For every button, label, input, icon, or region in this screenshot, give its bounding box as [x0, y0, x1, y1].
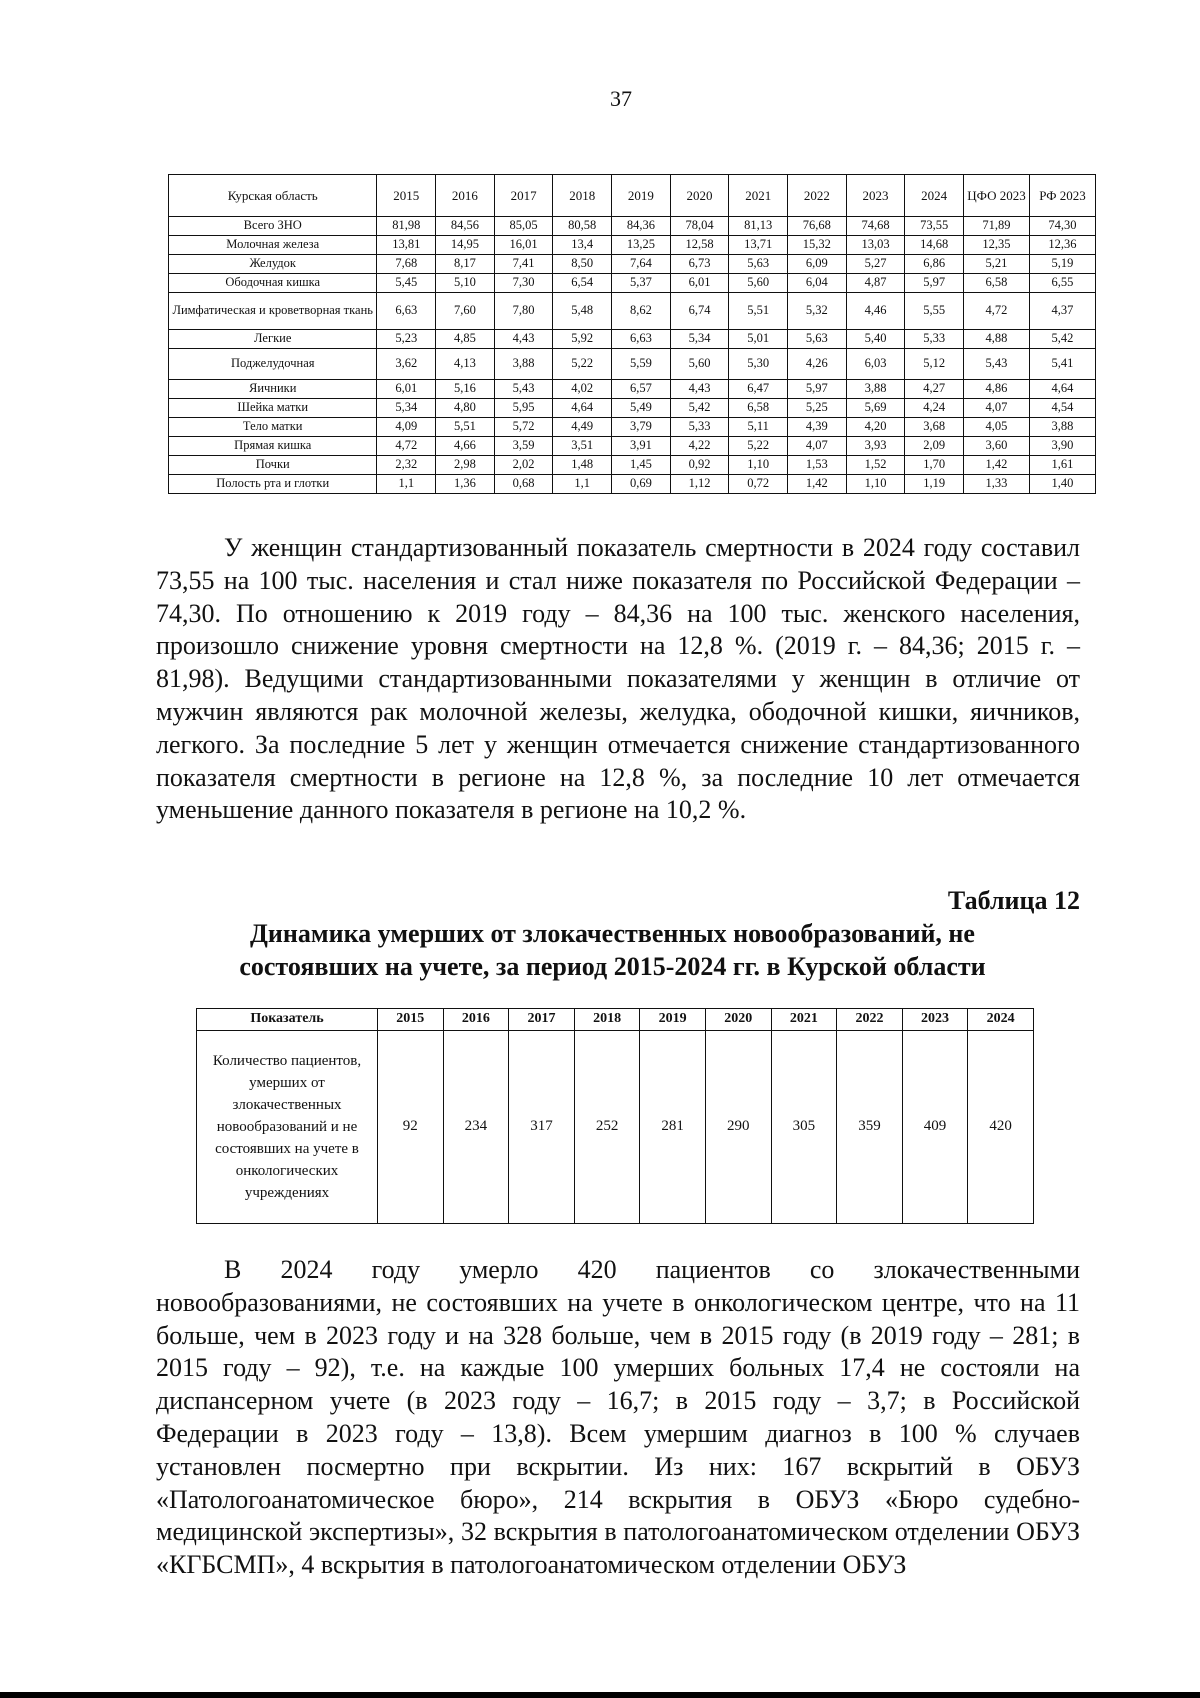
value-cell: 5,10 — [436, 274, 495, 293]
value-cell: 1,42 — [788, 475, 847, 494]
value-cell: 4,66 — [436, 437, 495, 456]
value-cell: 80,58 — [553, 217, 612, 236]
value-cell: 13,03 — [846, 236, 905, 255]
value-cell: 6,57 — [612, 380, 671, 399]
value-cell: 7,64 — [612, 255, 671, 274]
value-cell: 4,86 — [964, 380, 1030, 399]
unregistered-deaths-paragraph: В 2024 году умерло 420 пациентов со злокачественными новообразованиями, не состоявших на учете в онкологическом центре, что на 11 больше, чем в 2023 году и на 328 больше, чем в 2015 году (в 2019 году – 281; в 2015 году – 92), т.е. на каждые 100 умерших больных 17,4 не состояли на диспансерном учете (в 2023 году – 16,7; в 2015 году – 3,7; в Российской Федерации в 2023 году – 13,8). Всем умершим диагноз в 100 % случаев установлен посмертно при вскрытии. Из них: 167 вскрытий в ОБУЗ «Патологоанатомическое бюро», 214 вскрытия в ОБУЗ «Бюро судебно-медицинской экспертизы», 32 вскрытия в патологоанатомическом отделении ОБУЗ «КГБСМП», 4 вскрытия в патологоанатомическом отделении ОБУЗ — [156, 1255, 1080, 1580]
value-cell: 1,10 — [729, 456, 788, 475]
value-cell: 0,72 — [729, 475, 788, 494]
year-header-cell: 2017 — [509, 1009, 575, 1031]
year-header-cell: 2021 — [771, 1009, 837, 1031]
value-cell: 8,50 — [553, 255, 612, 274]
value-cell: 5,42 — [1029, 330, 1095, 349]
unregistered-deaths-table — [196, 1008, 1034, 1224]
value-cell: 5,63 — [788, 330, 847, 349]
value-cell: 5,25 — [788, 399, 847, 418]
value-cell: 7,41 — [494, 255, 553, 274]
value-cell: 5,40 — [846, 330, 905, 349]
value-cell: 5,34 — [377, 399, 436, 418]
value-cell: 1,48 — [553, 456, 612, 475]
year-header-cell: 2019 — [612, 175, 671, 217]
value-cell: 5,48 — [553, 293, 612, 330]
value-cell: 4,39 — [788, 418, 847, 437]
site-name-cell: Лимфатическая и кроветворная ткань — [169, 293, 377, 330]
value-cell: 2,32 — [377, 456, 436, 475]
value-cell: 4,88 — [964, 330, 1030, 349]
value-cell: 6,63 — [612, 330, 671, 349]
year-header-cell: 2020 — [670, 175, 729, 217]
value-cell: 5,41 — [1029, 349, 1095, 380]
value-cell: 5,37 — [612, 274, 671, 293]
site-name-cell: Поджелудочная — [169, 349, 377, 380]
value-cell: 4,64 — [1029, 380, 1095, 399]
value-cell: 12,35 — [964, 236, 1030, 255]
value-cell: 359 — [837, 1031, 903, 1224]
value-cell: 2,09 — [905, 437, 964, 456]
table-row — [169, 456, 1096, 475]
value-cell: 3,68 — [905, 418, 964, 437]
site-name-cell: Желудок — [169, 255, 377, 274]
value-cell: 1,70 — [905, 456, 964, 475]
value-cell: 4,64 — [553, 399, 612, 418]
value-cell: 8,62 — [612, 293, 671, 330]
site-name-cell: Тело матки — [169, 418, 377, 437]
value-cell: 12,58 — [670, 236, 729, 255]
value-cell: 4,05 — [964, 418, 1030, 437]
year-header-cell: 2021 — [729, 175, 788, 217]
value-cell: 1,33 — [964, 475, 1030, 494]
value-cell: 3,88 — [494, 349, 553, 380]
value-cell: 5,97 — [788, 380, 847, 399]
value-cell: 12,36 — [1029, 236, 1095, 255]
value-cell: 6,47 — [729, 380, 788, 399]
value-cell: 317 — [509, 1031, 575, 1224]
indicator-header-cell: Показатель — [197, 1009, 378, 1031]
value-cell: 0,69 — [612, 475, 671, 494]
site-name-cell: Молочная железа — [169, 236, 377, 255]
table-title-line: Динамика умерших от злокачественных новообразований, не — [250, 919, 975, 948]
value-cell: 81,98 — [377, 217, 436, 236]
value-cell: 4,13 — [436, 349, 495, 380]
value-cell: 5,12 — [905, 349, 964, 380]
value-cell: 5,43 — [494, 380, 553, 399]
value-cell: 1,1 — [377, 475, 436, 494]
value-cell: 1,36 — [436, 475, 495, 494]
value-cell: 3,62 — [377, 349, 436, 380]
year-header-cell: 2020 — [705, 1009, 771, 1031]
value-cell: 1,52 — [846, 456, 905, 475]
value-cell: 3,90 — [1029, 437, 1095, 456]
value-cell: 6,03 — [846, 349, 905, 380]
value-cell: 1,42 — [964, 456, 1030, 475]
value-cell: 74,68 — [846, 217, 905, 236]
value-cell: 305 — [771, 1031, 837, 1224]
value-cell: 5,33 — [670, 418, 729, 437]
year-header-cell: 2015 — [378, 1009, 444, 1031]
value-cell: 4,80 — [436, 399, 495, 418]
value-cell: 6,58 — [729, 399, 788, 418]
value-cell: 4,72 — [964, 293, 1030, 330]
value-cell: 4,54 — [1029, 399, 1095, 418]
site-name-cell: Всего ЗНО — [169, 217, 377, 236]
value-cell: 1,12 — [670, 475, 729, 494]
value-cell: 5,01 — [729, 330, 788, 349]
table-row — [169, 293, 1096, 330]
value-cell: 84,36 — [612, 217, 671, 236]
value-cell: 13,81 — [377, 236, 436, 255]
value-cell: 5,33 — [905, 330, 964, 349]
value-cell: 1,1 — [553, 475, 612, 494]
value-cell: 92 — [378, 1031, 444, 1224]
value-cell: 73,55 — [905, 217, 964, 236]
value-cell: 4,72 — [377, 437, 436, 456]
value-cell: 4,20 — [846, 418, 905, 437]
value-cell: 5,16 — [436, 380, 495, 399]
year-header-cell: ЦФО 2023 — [964, 175, 1030, 217]
value-cell: 281 — [640, 1031, 706, 1224]
table-row — [197, 1031, 1034, 1224]
table-header-row — [197, 1009, 1034, 1031]
year-header-cell: 2023 — [846, 175, 905, 217]
value-cell: 5,63 — [729, 255, 788, 274]
value-cell: 3,51 — [553, 437, 612, 456]
table-title — [150, 917, 1075, 983]
value-cell: 4,49 — [553, 418, 612, 437]
year-header-cell: 2016 — [436, 175, 495, 217]
value-cell: 5,55 — [905, 293, 964, 330]
value-cell: 14,68 — [905, 236, 964, 255]
year-header-cell: 2016 — [443, 1009, 509, 1031]
site-name-cell: Почки — [169, 456, 377, 475]
value-cell: 76,68 — [788, 217, 847, 236]
year-header-cell: 2024 — [968, 1009, 1034, 1031]
site-name-cell: Прямая кишка — [169, 437, 377, 456]
value-cell: 3,59 — [494, 437, 553, 456]
value-cell: 3,91 — [612, 437, 671, 456]
page-number: 37 — [610, 86, 632, 111]
table-row — [169, 255, 1096, 274]
value-cell: 5,30 — [729, 349, 788, 380]
value-cell: 4,85 — [436, 330, 495, 349]
year-header-cell: 2017 — [494, 175, 553, 217]
table-row — [169, 236, 1096, 255]
site-name-cell: Ободочная кишка — [169, 274, 377, 293]
scan-bottom-edge — [0, 1692, 1200, 1698]
value-cell: 5,34 — [670, 330, 729, 349]
value-cell: 6,86 — [905, 255, 964, 274]
mortality-by-site-table — [168, 174, 1096, 494]
site-name-cell: Полость рта и глотки — [169, 475, 377, 494]
value-cell: 5,32 — [788, 293, 847, 330]
value-cell: 5,22 — [553, 349, 612, 380]
value-cell: 4,07 — [964, 399, 1030, 418]
value-cell: 5,21 — [964, 255, 1030, 274]
year-header-cell: 2024 — [905, 175, 964, 217]
value-cell: 1,19 — [905, 475, 964, 494]
value-cell: 4,43 — [670, 380, 729, 399]
value-cell: 4,22 — [670, 437, 729, 456]
value-cell: 6,01 — [377, 380, 436, 399]
value-cell: 5,22 — [729, 437, 788, 456]
value-cell: 5,69 — [846, 399, 905, 418]
value-cell: 5,97 — [905, 274, 964, 293]
value-cell: 5,49 — [612, 399, 671, 418]
value-cell: 85,05 — [494, 217, 553, 236]
table-title-line: состоявших на учете, за период 2015-2024 гг. в Курской области — [239, 952, 986, 981]
year-header-cell: 2018 — [574, 1009, 640, 1031]
value-cell: 81,13 — [729, 217, 788, 236]
value-cell: 1,10 — [846, 475, 905, 494]
value-cell: 4,43 — [494, 330, 553, 349]
value-cell: 78,04 — [670, 217, 729, 236]
value-cell: 4,02 — [553, 380, 612, 399]
value-cell: 3,60 — [964, 437, 1030, 456]
value-cell: 1,61 — [1029, 456, 1095, 475]
value-cell: 84,56 — [436, 217, 495, 236]
value-cell: 13,25 — [612, 236, 671, 255]
value-cell: 290 — [705, 1031, 771, 1224]
value-cell: 4,87 — [846, 274, 905, 293]
table-row — [169, 380, 1096, 399]
value-cell: 5,51 — [436, 418, 495, 437]
site-name-cell: Легкие — [169, 330, 377, 349]
value-cell: 7,80 — [494, 293, 553, 330]
table-row — [169, 399, 1096, 418]
value-cell: 234 — [443, 1031, 509, 1224]
table-header-row — [169, 175, 1096, 217]
value-cell: 15,32 — [788, 236, 847, 255]
value-cell: 5,42 — [670, 399, 729, 418]
table-row — [169, 330, 1096, 349]
value-cell: 1,45 — [612, 456, 671, 475]
value-cell: 6,04 — [788, 274, 847, 293]
value-cell: 6,63 — [377, 293, 436, 330]
value-cell: 5,95 — [494, 399, 553, 418]
table-row — [169, 437, 1096, 456]
year-header-cell: 2015 — [377, 175, 436, 217]
value-cell: 1,40 — [1029, 475, 1095, 494]
value-cell: 8,17 — [436, 255, 495, 274]
table-row — [169, 475, 1096, 494]
value-cell: 1,53 — [788, 456, 847, 475]
value-cell: 409 — [902, 1031, 968, 1224]
value-cell: 0,92 — [670, 456, 729, 475]
value-cell: 4,24 — [905, 399, 964, 418]
value-cell: 4,37 — [1029, 293, 1095, 330]
table-row — [169, 217, 1096, 236]
value-cell: 5,60 — [670, 349, 729, 380]
value-cell: 4,09 — [377, 418, 436, 437]
value-cell: 5,92 — [553, 330, 612, 349]
value-cell: 4,26 — [788, 349, 847, 380]
value-cell: 5,72 — [494, 418, 553, 437]
table-number-label: Таблица 12 — [947, 886, 1080, 915]
value-cell: 2,02 — [494, 456, 553, 475]
year-header-cell: 2019 — [640, 1009, 706, 1031]
value-cell: 4,07 — [788, 437, 847, 456]
value-cell: 3,93 — [846, 437, 905, 456]
row-label-cell: Количество пациентов, умерших от злокачественных новообразований и не состоявших на учете в онкологических учреждениях — [197, 1031, 378, 1224]
value-cell: 4,27 — [905, 380, 964, 399]
year-header-cell: 2022 — [837, 1009, 903, 1031]
value-cell: 6,58 — [964, 274, 1030, 293]
value-cell: 6,54 — [553, 274, 612, 293]
value-cell: 5,51 — [729, 293, 788, 330]
site-name-cell: Шейка матки — [169, 399, 377, 418]
value-cell: 6,55 — [1029, 274, 1095, 293]
table-body — [169, 217, 1096, 494]
value-cell: 2,98 — [436, 456, 495, 475]
value-cell: 5,60 — [729, 274, 788, 293]
value-cell: 6,74 — [670, 293, 729, 330]
value-cell: 7,60 — [436, 293, 495, 330]
value-cell: 5,59 — [612, 349, 671, 380]
year-header-cell: 2022 — [788, 175, 847, 217]
value-cell: 252 — [574, 1031, 640, 1224]
value-cell: 13,4 — [553, 236, 612, 255]
value-cell: 6,09 — [788, 255, 847, 274]
value-cell: 420 — [968, 1031, 1034, 1224]
value-cell: 16,01 — [494, 236, 553, 255]
value-cell: 6,01 — [670, 274, 729, 293]
value-cell: 7,68 — [377, 255, 436, 274]
value-cell: 0,68 — [494, 475, 553, 494]
value-cell: 6,73 — [670, 255, 729, 274]
year-header-cell: РФ 2023 — [1029, 175, 1095, 217]
value-cell: 5,19 — [1029, 255, 1095, 274]
value-cell: 3,79 — [612, 418, 671, 437]
value-cell: 5,45 — [377, 274, 436, 293]
women-mortality-paragraph: У женщин стандартизованный показатель смертности в 2024 году составил 73,55 на 100 тыс. населения и стал ниже показателя по Российской Федерации – 74,30. По отношению к 2019 году – 84,36 на 100 тыс. женского населения, произошло снижение уровня смертности на 12,8 %. (2019 г. – 84,36; 2015 г. – 81,98). Ведущими стандартизованными показателями у женщин в отличие от мужчин являются рак молочной железы, желудка, ободочной кишки, яичников, легкого. За последние 5 лет у женщин отмечается снижение стандартизованного показателя смертности в регионе на 12,8 %, за последние 10 лет отмечается уменьшение данного показателя в регионе на 10,2 %. — [156, 533, 1080, 825]
value-cell: 71,89 — [964, 217, 1030, 236]
value-cell: 74,30 — [1029, 217, 1095, 236]
table-row — [169, 349, 1096, 380]
value-cell: 13,71 — [729, 236, 788, 255]
value-cell: 5,27 — [846, 255, 905, 274]
value-cell: 3,88 — [846, 380, 905, 399]
site-name-cell: Яичники — [169, 380, 377, 399]
year-header-cell: 2018 — [553, 175, 612, 217]
table-row — [169, 274, 1096, 293]
value-cell: 14,95 — [436, 236, 495, 255]
value-cell: 5,23 — [377, 330, 436, 349]
value-cell: 5,43 — [964, 349, 1030, 380]
value-cell: 5,11 — [729, 418, 788, 437]
year-header-cell: 2023 — [902, 1009, 968, 1031]
table-row — [169, 418, 1096, 437]
value-cell: 4,46 — [846, 293, 905, 330]
value-cell: 3,88 — [1029, 418, 1095, 437]
region-header-cell: Курская область — [169, 175, 377, 217]
value-cell: 7,30 — [494, 274, 553, 293]
